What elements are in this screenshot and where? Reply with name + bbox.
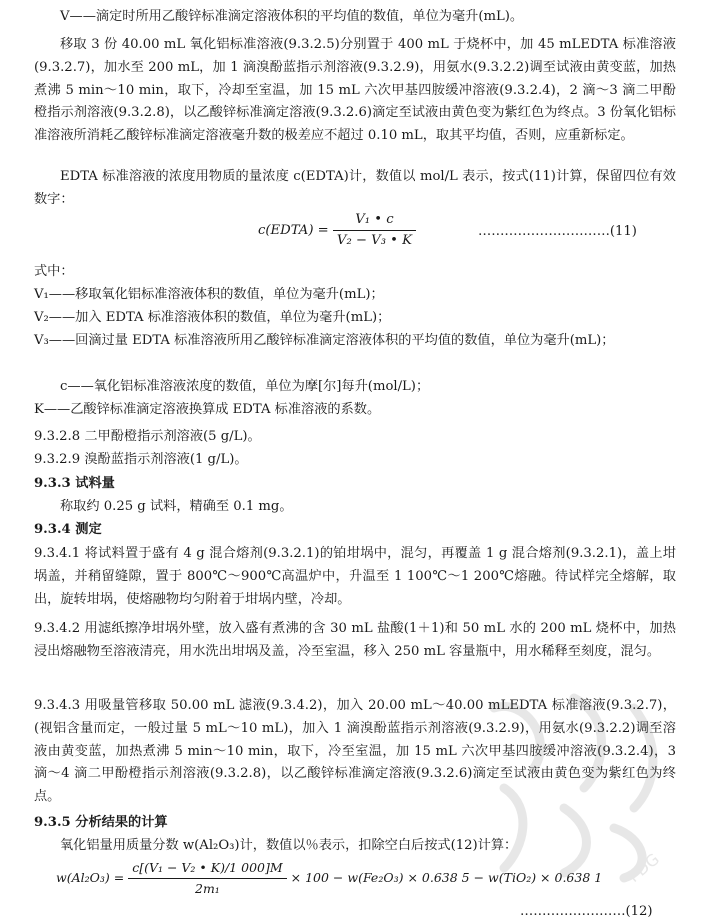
heading-9-3-5: 9.3.5 分析结果的计算 bbox=[34, 815, 168, 830]
equation-number-11: …………………………(11) bbox=[478, 224, 637, 239]
definition-k: K——乙酸锌标准滴定溶液换算成 EDTA 标准溶液的系数。 bbox=[34, 402, 381, 417]
formula-12-numerator: c[(V₁ − V₂ • K)/1 000]M bbox=[128, 858, 286, 879]
formula-11-denominator: V₂ − V₃ • K bbox=[336, 233, 412, 248]
formula-11-fraction bbox=[333, 210, 416, 251]
sample-amount: 称取约 0.25 g 试料，精确至 0.1 mg。 bbox=[60, 499, 293, 514]
watermark-tag: PDG bbox=[624, 849, 663, 887]
formula-12-lhs: w(Al₂O₃) = bbox=[56, 870, 125, 885]
definition-v3: V₃——回滴过量 EDTA 标准溶液所用乙酸锌标准滴定溶液体积的平均值的数值，单位为毫升(mL)； bbox=[34, 333, 615, 348]
formula-12-fraction bbox=[128, 858, 286, 899]
clause-9-3-2-8: 9.3.2.8 二甲酚橙指示剂溶液(5 g/L)。 bbox=[34, 429, 261, 444]
paragraph-edta-concentration: EDTA 标准溶液的浓度用物质的量浓度 c(EDTA)计，数值以 mol/L 表示，按式(11)计算，保留四位有效数字： bbox=[34, 169, 676, 207]
paragraph-alumina-calc: 氧化铝量用质量分数 w(Al₂O₃)计，数值以％表示，扣除空白后按式(12)计算： bbox=[60, 838, 518, 853]
formula-11-lhs: c(EDTA) = bbox=[258, 223, 329, 238]
clause-9-3-4-3: 9.3.4.3 用吸量管移取 50.00 mL 滤液(9.3.4.2)，加入 20.00 mL～40.00 mLEDTA 标准溶液(9.3.2.7)，(视铝含量而定，一般过量 5 mL～10 mL)，加入 1 滴溴酚蓝指示剂溶液(9.3.2.9)，用氨水(9.3.2.2)调至溶液由黄变蓝，加热煮沸 5 min～10 min，取下，冷至室温，加 15 mL 六次甲基四胺缓冲溶液(9.3.2.4)，3 滴～4 滴二甲酚橙指示剂溶液(9.3.2.8)，以乙酸锌标准滴定溶液(9.3.2.6)滴定至试液由黄色变为紫红色为终点。 bbox=[34, 698, 676, 805]
heading-9-3-4: 9.3.4 测定 bbox=[34, 522, 102, 537]
definition-v2: V₂——加入 EDTA 标准溶液体积的数值，单位为毫升(mL)； bbox=[34, 310, 391, 325]
definition-v: V——滴定时所用乙酸锌标准滴定溶液体积的平均值的数值，单位为毫升(mL)。 bbox=[60, 9, 524, 24]
formula-11-numerator: V₁ • c bbox=[333, 210, 416, 231]
heading-9-3-3: 9.3.3 试料量 bbox=[34, 476, 115, 491]
paragraph-calibration: 移取 3 份 40.00 mL 氧化铝标准溶液(9.3.2.5)分别置于 400 mL 于烧杯中，加 45 mLEDTA 标准溶液(9.3.2.7)，加水至 200 mL，加 1 滴溴酚蓝指示剂溶液(9.3.2.9)，用氨水(9.3.2.2)调至试液由黄变蓝，加热煮沸 5 min～10 min，取下，冷却至室温，加 15 mL 六次甲基四胺缓冲溶液(9.3.2.4)，2 滴～3 滴二甲酚橙指示剂溶液(9.3.2.8)，以乙酸锌标准滴定溶液(9.3.2.6)滴定至试液由黄色变为紫红色为终点。3 份氧化铝标准溶液所消耗乙酸锌标准滴定溶液毫升数的极差应不超过 0.10 mL，取其平均值，否则，应重新标定。 bbox=[34, 37, 676, 144]
clause-9-3-2-9: 9.3.2.9 溴酚蓝指示剂溶液(1 g/L)。 bbox=[34, 452, 248, 467]
formula-11 bbox=[258, 210, 416, 251]
equation-number-12: ……………………(12) bbox=[520, 904, 653, 919]
definition-c: c——氧化铝标准溶液浓度的数值，单位为摩[尔]每升(mol/L)； bbox=[60, 379, 430, 394]
definition-v1: V₁——移取氧化铝标准溶液体积的数值，单位为毫升(mL)； bbox=[34, 287, 384, 302]
where-label-1: 式中： bbox=[34, 264, 74, 279]
formula-12-rest: × 100 − w(Fe₂O₃) × 0.638 5 − w(TiO₂) × 0.638 1 bbox=[290, 870, 603, 885]
formula-12-denominator: 2m₁ bbox=[195, 881, 220, 896]
formula-12 bbox=[56, 858, 602, 899]
clause-9-3-4-1: 9.3.4.1 将试料置于盛有 4 g 混合熔剂(9.3.2.1)的铂坩埚中，混匀，再覆盖 1 g 混合熔剂(9.3.2.1)，盖上坩埚盖，并稍留缝隙，置于 800℃～900℃高温炉中，升温至 1 100℃～1 200℃熔融。待试样完全熔解，取出，旋转坩埚，使熔融物均匀附着于坩埚内壁，冷却。 bbox=[34, 546, 676, 607]
clause-9-3-4-2: 9.3.4.2 用滤纸擦净坩埚外壁，放入盛有煮沸的含 30 mL 盐酸(1＋1)和 50 mL 水的 200 mL 烧杯中，加热浸出熔融物至溶液清亮，用水洗出坩埚及盖，冷至室温，移入 250 mL 容量瓶中，用水稀释至刻度，混匀。 bbox=[34, 621, 676, 659]
